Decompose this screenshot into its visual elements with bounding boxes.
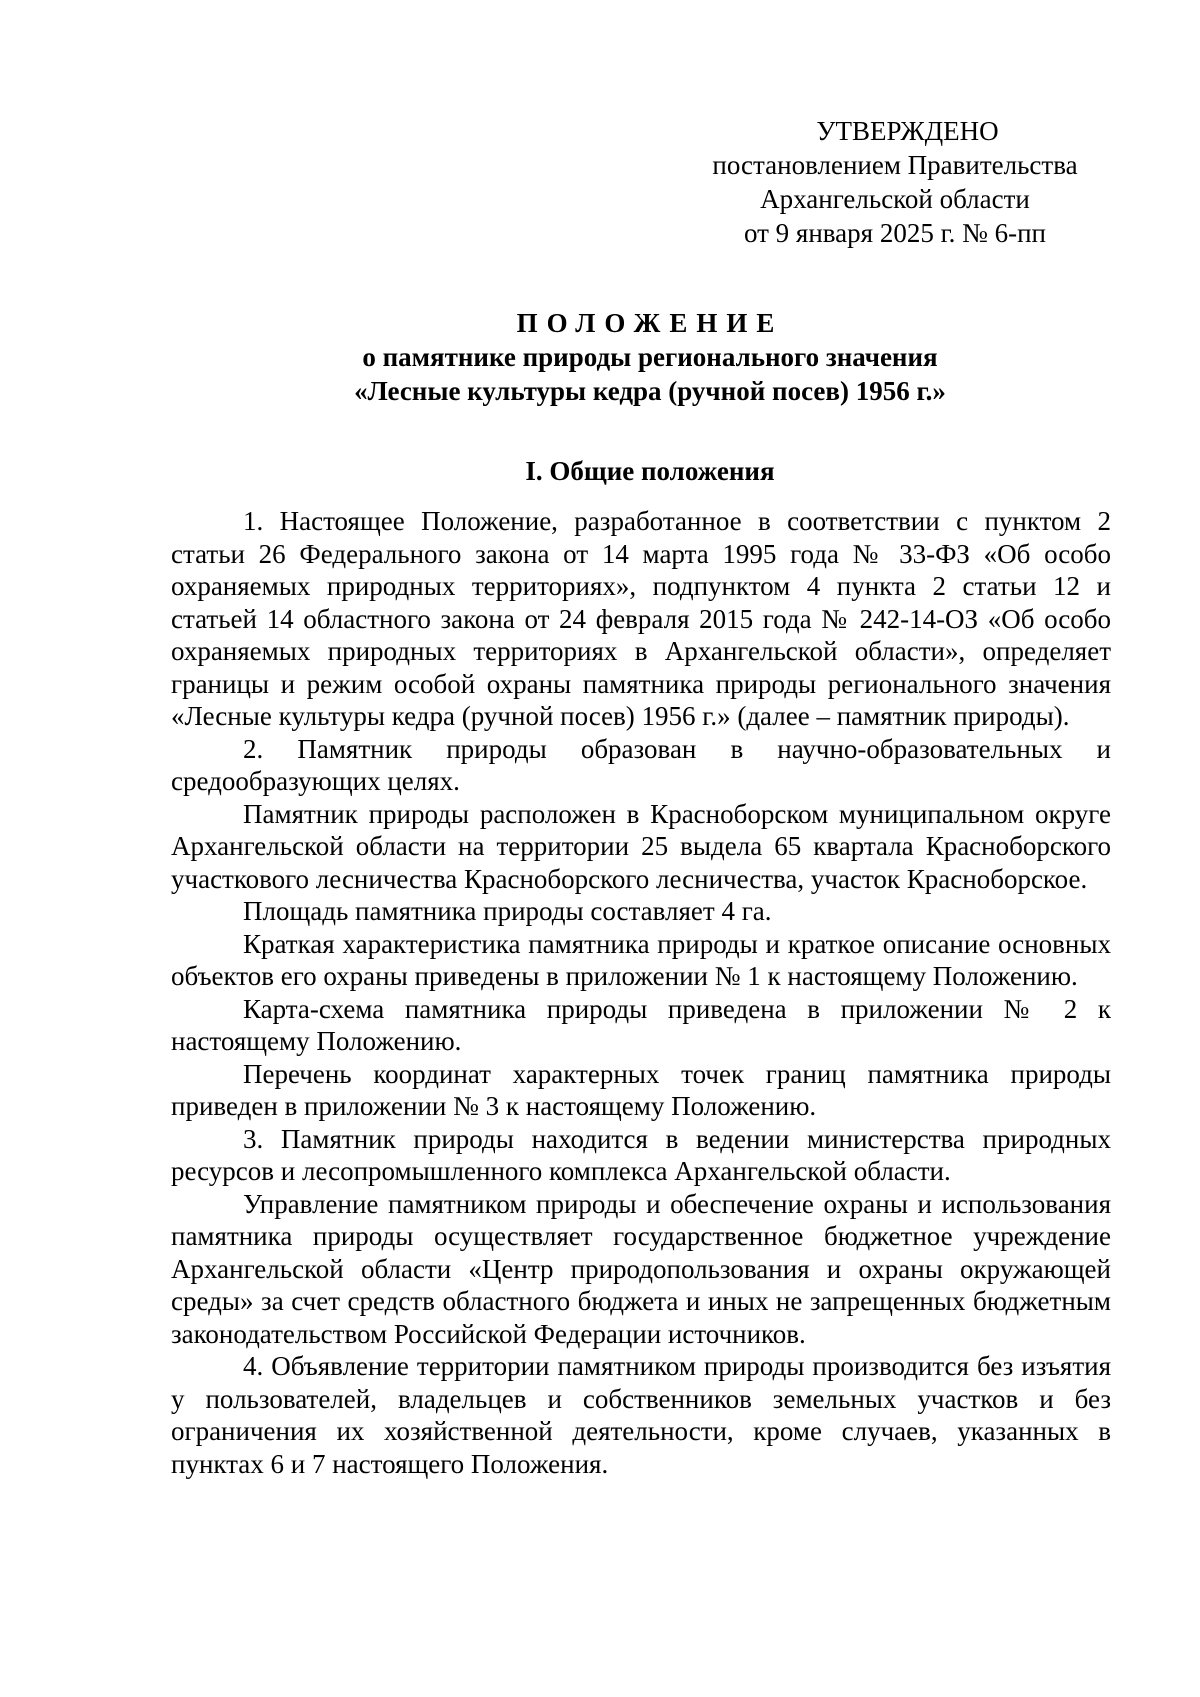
approval-line-3: от 9 января 2025 г. № 6-пп — [743, 218, 1047, 248]
approval-line-1: постановлением Правительства — [712, 150, 1078, 180]
paragraph: 3. Памятник природы находится в ведении министерства природных ресурсов и лесопромышленного комплекса Архангельской области. — [171, 1123, 1111, 1186]
paragraph: Краткая характеристика памятника природы и краткое описание основных объектов его охраны приведены в приложении № 1 к настоящему Положению. — [171, 928, 1111, 991]
document-title: ПОЛОЖЕНИЕ — [516, 308, 784, 338]
paragraph: 4. Объявление территории памятником природы производится без изъятия у пользователей, владельцев и собственников земельных участков и без ограничения их хозяйственной деятельности, кроме случаев, указанных в пунктах 6 и 7 настоящего Положения. — [171, 1351, 1111, 1479]
title-block — [170, 306, 1130, 408]
approval-line-2: Архангельской области — [760, 184, 1030, 214]
approved-label: УТВЕРЖДЕНО — [816, 116, 999, 146]
section-heading: I. Общие положения — [525, 456, 775, 486]
paragraph: 1. Настоящее Положение, разработанное в соответствии с пунктом 2 статьи 26 Федерального закона от 14 марта 1995 года № 33-ФЗ «Об особо охраняемых природных территориях», подпунктом 4 пункта 2 статьи 12 и статьей 14 областного закона от 24 февраля 2015 года № 242-14-ОЗ «Об особо охраняемых природных территориях в Архангельской области», определяет границы и режим особой охраны памятника природы регионального значения «Лесные культуры кедра (ручной посев) 1956 г.» (далее – памятник природы). — [171, 506, 1111, 731]
document-subtitle-1: о памятнике природы регионального значения — [362, 342, 938, 372]
paragraph: Площадь памятника природы составляет 4 га. — [243, 896, 772, 926]
document-body — [171, 505, 1111, 1480]
paragraph: 2. Памятник природы образован в научно-образовательных и средообразующих целях. — [171, 733, 1111, 796]
paragraph: Карта-схема памятника природы приведена в приложении № 2 к настоящему Положению. — [171, 993, 1111, 1056]
approval-block — [690, 114, 1100, 250]
document-subtitle-2: «Лесные культуры кедра (ручной посев) 1956 г.» — [354, 376, 946, 406]
paragraph: Управление памятником природы и обеспечение охраны и использования памятника природы осуществляет государственное бюджетное учреждение Архангельской области «Центр природопользования и охраны окружающей среды» за счет средств областного бюджета и иных не запрещенных бюджетным законодательством Российской Федерации источников. — [171, 1188, 1111, 1349]
paragraph: Памятник природы расположен в Красноборском муниципальном округе Архангельской области на территории 25 выдела 65 квартала Красноборского участкового лесничества Красноборского лесничества, участок Красноборское. — [171, 798, 1111, 894]
paragraph: Перечень координат характерных точек границ памятника природы приведен в приложении № 3 к настоящему Положению. — [171, 1058, 1111, 1121]
